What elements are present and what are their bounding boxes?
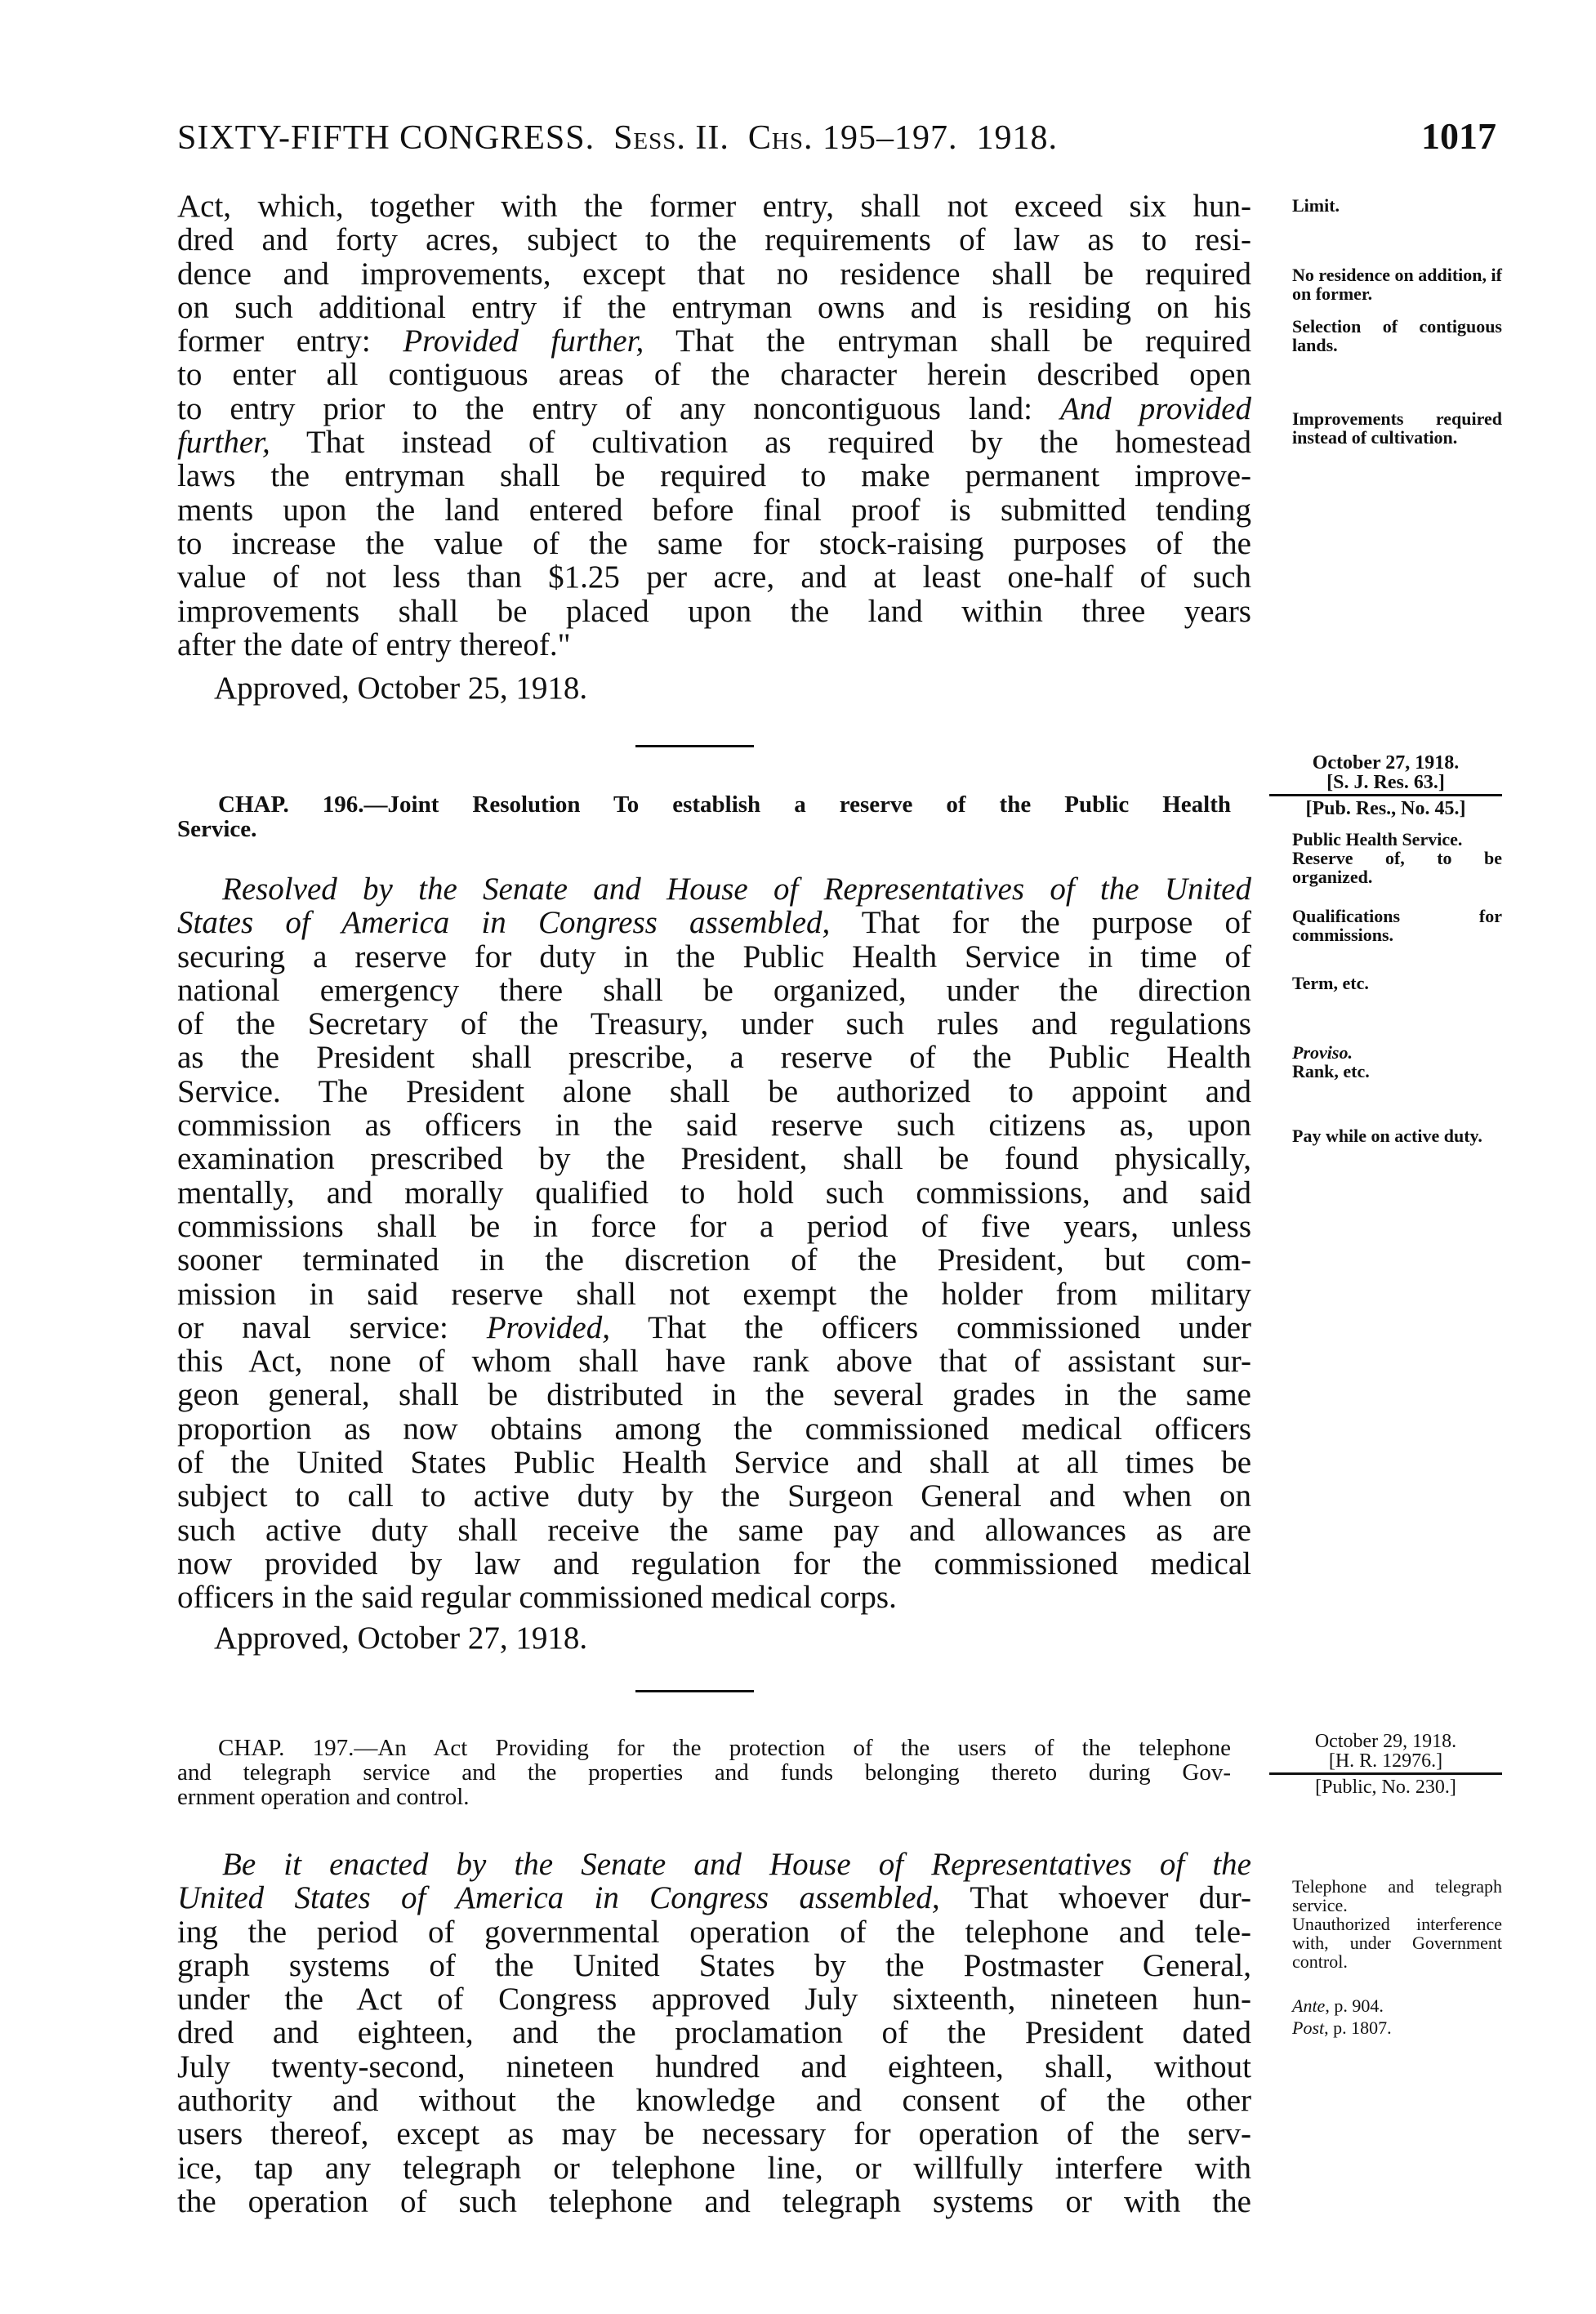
- note-text: Telephone and telegraph service.: [1292, 1876, 1502, 1915]
- section-divider: [635, 1690, 754, 1692]
- text-line: [177, 493, 1251, 527]
- text-line: [177, 906, 1251, 939]
- text-segment: geon general, shall be distributed in the several grades in the same: [177, 1377, 1251, 1413]
- running-head: [177, 118, 1058, 158]
- text-line: [177, 1412, 1251, 1446]
- margin-note-contiguous: [1269, 317, 1502, 354]
- text-segment: under the Act of Congress approved July sixteenth, nineteen hun-: [177, 1982, 1251, 2018]
- text-segment: users thereof, except as may be necessary for operation of the serv-: [177, 2116, 1251, 2152]
- page-number: 1017: [1421, 115, 1496, 157]
- text-line: [177, 1176, 1251, 1210]
- text-line: [177, 358, 1251, 391]
- margin-note-ante: [1269, 1996, 1502, 2015]
- text-segment: improvements shall be placed upon the land within three years: [177, 593, 1251, 629]
- year-label: 1918.: [976, 119, 1058, 157]
- text-line: [177, 1344, 1251, 1378]
- text-line: [177, 257, 1251, 291]
- text-line: [177, 527, 1251, 560]
- text-segment: Act, which, together with the former entry, shall not exceed six hun-: [177, 189, 1251, 224]
- text-segment: dred and eighteen, and the proclamation of the President dated: [177, 2015, 1251, 2051]
- text-segment: value of not less than $1.25 per acre, and at least one-half of such: [177, 560, 1251, 595]
- running-header: [177, 114, 1496, 158]
- text-segment: That instead of cultivation as required by the homestead: [270, 425, 1251, 461]
- text-line: [177, 223, 1251, 256]
- text-segment: to enter all contiguous areas of the character herein described open: [177, 357, 1251, 393]
- sidenote-rule: [1269, 794, 1502, 796]
- text-line: [177, 392, 1251, 426]
- note-text: Qualifications for commissions.: [1292, 906, 1502, 945]
- text-segment: national emergency there shall be organized, under the direction: [177, 972, 1251, 1008]
- approved-oct-25: Approved, October 25, 1918.: [214, 671, 588, 706]
- text-segment: commissions shall be in force for a period of five years, unless: [177, 1208, 1251, 1244]
- text-line: [177, 1547, 1251, 1581]
- text-segment: authority and without the knowledge and consent of the other: [177, 2083, 1251, 2119]
- margin-note-limit: [1269, 196, 1502, 215]
- text-segment: after the date of entry thereof.": [177, 626, 571, 662]
- section1-body: [177, 189, 1251, 662]
- text-line: [177, 2117, 1251, 2151]
- text-segment: dence and improvements, except that no residence shall be required: [177, 256, 1251, 292]
- chapters-label: Chs. 195–197.: [747, 119, 958, 157]
- text-segment: on such additional entry if the entryman owns and is residing on his: [177, 289, 1251, 325]
- text-line: [177, 1982, 1251, 2016]
- heading-line: Service.: [177, 816, 257, 842]
- margin-note-term: [1269, 974, 1502, 992]
- note-text: Reserve of, to be organized.: [1292, 848, 1502, 887]
- text-segment: securing a reserve for duty in the Public Health Service in time of: [177, 939, 1251, 974]
- bill-number: [H. R. 12976.]: [1328, 1750, 1443, 1772]
- italic-text: Be it enacted by the Senate and House of Representatives of the: [222, 1847, 1251, 1882]
- text-segment: Service. The President alone shall be authorized to appoint and: [177, 1073, 1251, 1109]
- ante-page: , p. 904.: [1325, 1995, 1384, 2016]
- chap197-heading: [177, 1736, 1231, 1809]
- post-page: , p. 1807.: [1324, 2018, 1392, 2038]
- text-line: [177, 2151, 1251, 2185]
- public-law-number: [Public, No. 230.]: [1315, 1777, 1456, 1798]
- public-resolution-number: [Pub. Res., No. 45.]: [1305, 798, 1466, 819]
- heading-line: and telegraph service and the properties and funds belonging thereto during Gov-: [177, 1759, 1231, 1786]
- text-line: [177, 1479, 1251, 1513]
- note-text: Pay while on active duty.: [1292, 1126, 1482, 1146]
- note-text: [1269, 1996, 1502, 2015]
- text-segment: examination prescribed by the President, shall be found physically,: [177, 1141, 1251, 1177]
- text-line: [177, 1243, 1251, 1277]
- italic-text: And provided: [1059, 390, 1251, 426]
- text-segment: this Act, none of whom shall have rank above that of assistant sur-: [177, 1344, 1251, 1380]
- text-line: [177, 1514, 1251, 1547]
- text-line: [177, 628, 1251, 662]
- margin-note-improvements: [1269, 409, 1502, 447]
- text-segment: That for the purpose of: [830, 905, 1251, 941]
- session-label: Sess. II.: [613, 119, 729, 157]
- text-segment: to entry prior to the entry of any noncontiguous land:: [177, 390, 1060, 426]
- margin-note-phs: [1269, 830, 1502, 886]
- date: October 29, 1918.: [1314, 1731, 1457, 1752]
- italic-text: States of America in Congress assembled,: [177, 905, 831, 941]
- approved-oct-27: Approved, October 27, 1918.: [214, 1621, 588, 1656]
- post-label: Post: [1292, 2018, 1325, 2038]
- text-line: [177, 459, 1251, 493]
- text-line: [177, 2016, 1251, 2049]
- text-line: [177, 1848, 1251, 1881]
- heading-line: CHAP. 197.—An Act Providing for the protection of the users of the telephone: [218, 1735, 1231, 1761]
- text-line: [177, 1142, 1251, 1175]
- margin-note-pay: [1269, 1126, 1502, 1145]
- text-line: [177, 1581, 1251, 1614]
- margin-note-post: [1269, 2018, 1502, 2037]
- note-text: Rank, etc.: [1292, 1061, 1370, 1081]
- text-line: [177, 1378, 1251, 1411]
- text-segment: mentally, and morally qualified to hold such commissions, and said: [177, 1175, 1251, 1211]
- margin-note-proviso: [1269, 1043, 1502, 1081]
- note-text: Term, etc.: [1292, 973, 1369, 993]
- italic-text: Provided further,: [403, 323, 644, 359]
- text-segment: ments upon the land entered before final proof is submitted tending: [177, 492, 1251, 528]
- italic-text: Provided,: [486, 1309, 610, 1345]
- text-line: [177, 1041, 1251, 1074]
- text-line: [177, 2185, 1251, 2218]
- text-segment: as the President shall prescribe, a reserve of the Public Health: [177, 1040, 1251, 1076]
- note-text: No residence on addition, if on former.: [1292, 265, 1502, 304]
- heading-line: CHAP. 196.—Joint Resolution To establish a reserve of the Public Health: [218, 791, 1231, 818]
- text-segment: of the Secretary of the Treasury, under such rules and regulations: [177, 1006, 1251, 1042]
- text-line: [177, 2084, 1251, 2117]
- margin-note-qualifications: [1269, 907, 1502, 944]
- text-line: [177, 1881, 1251, 1915]
- note-text: Unauthorized interference with, under Government control.: [1292, 1914, 1502, 1972]
- text-line: [177, 2050, 1251, 2084]
- text-line: [177, 189, 1251, 223]
- text-segment: mission in said reserve shall not exempt the holder from military: [177, 1276, 1251, 1312]
- text-line: [177, 426, 1251, 459]
- text-line: [177, 1108, 1251, 1142]
- text-segment: former entry:: [177, 323, 403, 359]
- italic-text: United States of America in Congress assembled,: [177, 1880, 940, 1916]
- text-segment: sooner terminated in the discretion of the President, but com-: [177, 1242, 1251, 1278]
- text-segment: ice, tap any telegraph or telephone line, or willfully interfere with: [177, 2150, 1251, 2186]
- note-text: Proviso.: [1292, 1042, 1353, 1063]
- text-segment: That the entryman shall be required: [644, 323, 1251, 359]
- text-segment: subject to call to active duty by the Surgeon General and when on: [177, 1478, 1251, 1514]
- text-segment: of the United States Public Health Service and shall at all times be: [177, 1445, 1251, 1481]
- text-segment: proportion as now obtains among the commissioned medical officers: [177, 1411, 1251, 1447]
- text-line: [177, 595, 1251, 628]
- text-segment: That the officers commissioned under: [609, 1309, 1251, 1345]
- chap196-body: [177, 872, 1251, 1615]
- text-segment: graph systems of the United States by the Postmaster General,: [177, 1947, 1251, 1983]
- italic-text: Resolved by the Senate and House of Representatives of the United: [222, 872, 1251, 907]
- text-line: [177, 1075, 1251, 1108]
- bill-number: [S. J. Res. 63.]: [1326, 772, 1445, 793]
- note-text: Improvements required instead of cultivation.: [1292, 408, 1502, 448]
- text-line: [177, 1949, 1251, 1982]
- text-segment: officers in the said regular commissioned medical corps.: [177, 1580, 897, 1616]
- text-segment: commission as officers in the said reserve such citizens as, upon: [177, 1108, 1251, 1144]
- chap197-sidenote: [1269, 1732, 1502, 1797]
- text-line: [177, 1915, 1251, 1949]
- text-segment: laws the entryman shall be required to make permanent improve-: [177, 458, 1251, 494]
- note-text: Selection of contiguous lands.: [1292, 316, 1502, 355]
- chap196-heading: [177, 792, 1231, 841]
- text-segment: July twenty-second, nineteen hundred and eighteen, shall, without: [177, 2049, 1251, 2084]
- sidenote-rule: [1269, 1772, 1502, 1775]
- chap197-body: [177, 1848, 1251, 2218]
- note-text: Limit.: [1292, 195, 1340, 216]
- text-segment: the operation of such telephone and telegraph systems or with the: [177, 2183, 1251, 2219]
- date: October 27, 1918.: [1312, 752, 1460, 774]
- text-line: [177, 324, 1251, 358]
- text-segment: to increase the value of the same for stock-raising purposes of the: [177, 525, 1251, 561]
- text-line: [177, 291, 1251, 324]
- margin-note-no-residence: [1269, 265, 1502, 303]
- text-line: [177, 1210, 1251, 1243]
- note-text: [1269, 2018, 1502, 2037]
- text-line: [177, 974, 1251, 1007]
- note-text: Public Health Service.: [1292, 829, 1463, 849]
- text-line: [177, 1277, 1251, 1311]
- margin-note-telephone: [1269, 1877, 1502, 1971]
- text-line: [177, 940, 1251, 974]
- text-segment: ing the period of governmental operation of the telephone and tele-: [177, 1914, 1251, 1950]
- text-segment: now provided by law and regulation for the commissioned medical: [177, 1545, 1251, 1581]
- text-line: [177, 1446, 1251, 1479]
- text-line: [177, 1007, 1251, 1041]
- text-segment: or naval service:: [177, 1309, 487, 1345]
- section-divider: [635, 745, 754, 747]
- ante-label: Ante: [1292, 1995, 1326, 2016]
- text-segment: That whoever dur-: [939, 1880, 1251, 1916]
- text-line: [177, 1311, 1251, 1344]
- text-line: [177, 560, 1251, 594]
- heading-line: ernment operation and control.: [177, 1784, 470, 1810]
- text-line: [177, 872, 1251, 906]
- chap196-sidenote: [1269, 753, 1502, 818]
- text-segment: such active duty shall receive the same pay and allowances as are: [177, 1512, 1251, 1548]
- congress-label: SIXTY-FIFTH CONGRESS.: [177, 119, 595, 157]
- italic-text: further,: [177, 425, 270, 461]
- text-segment: dred and forty acres, subject to the requirements of law as to resi-: [177, 222, 1251, 258]
